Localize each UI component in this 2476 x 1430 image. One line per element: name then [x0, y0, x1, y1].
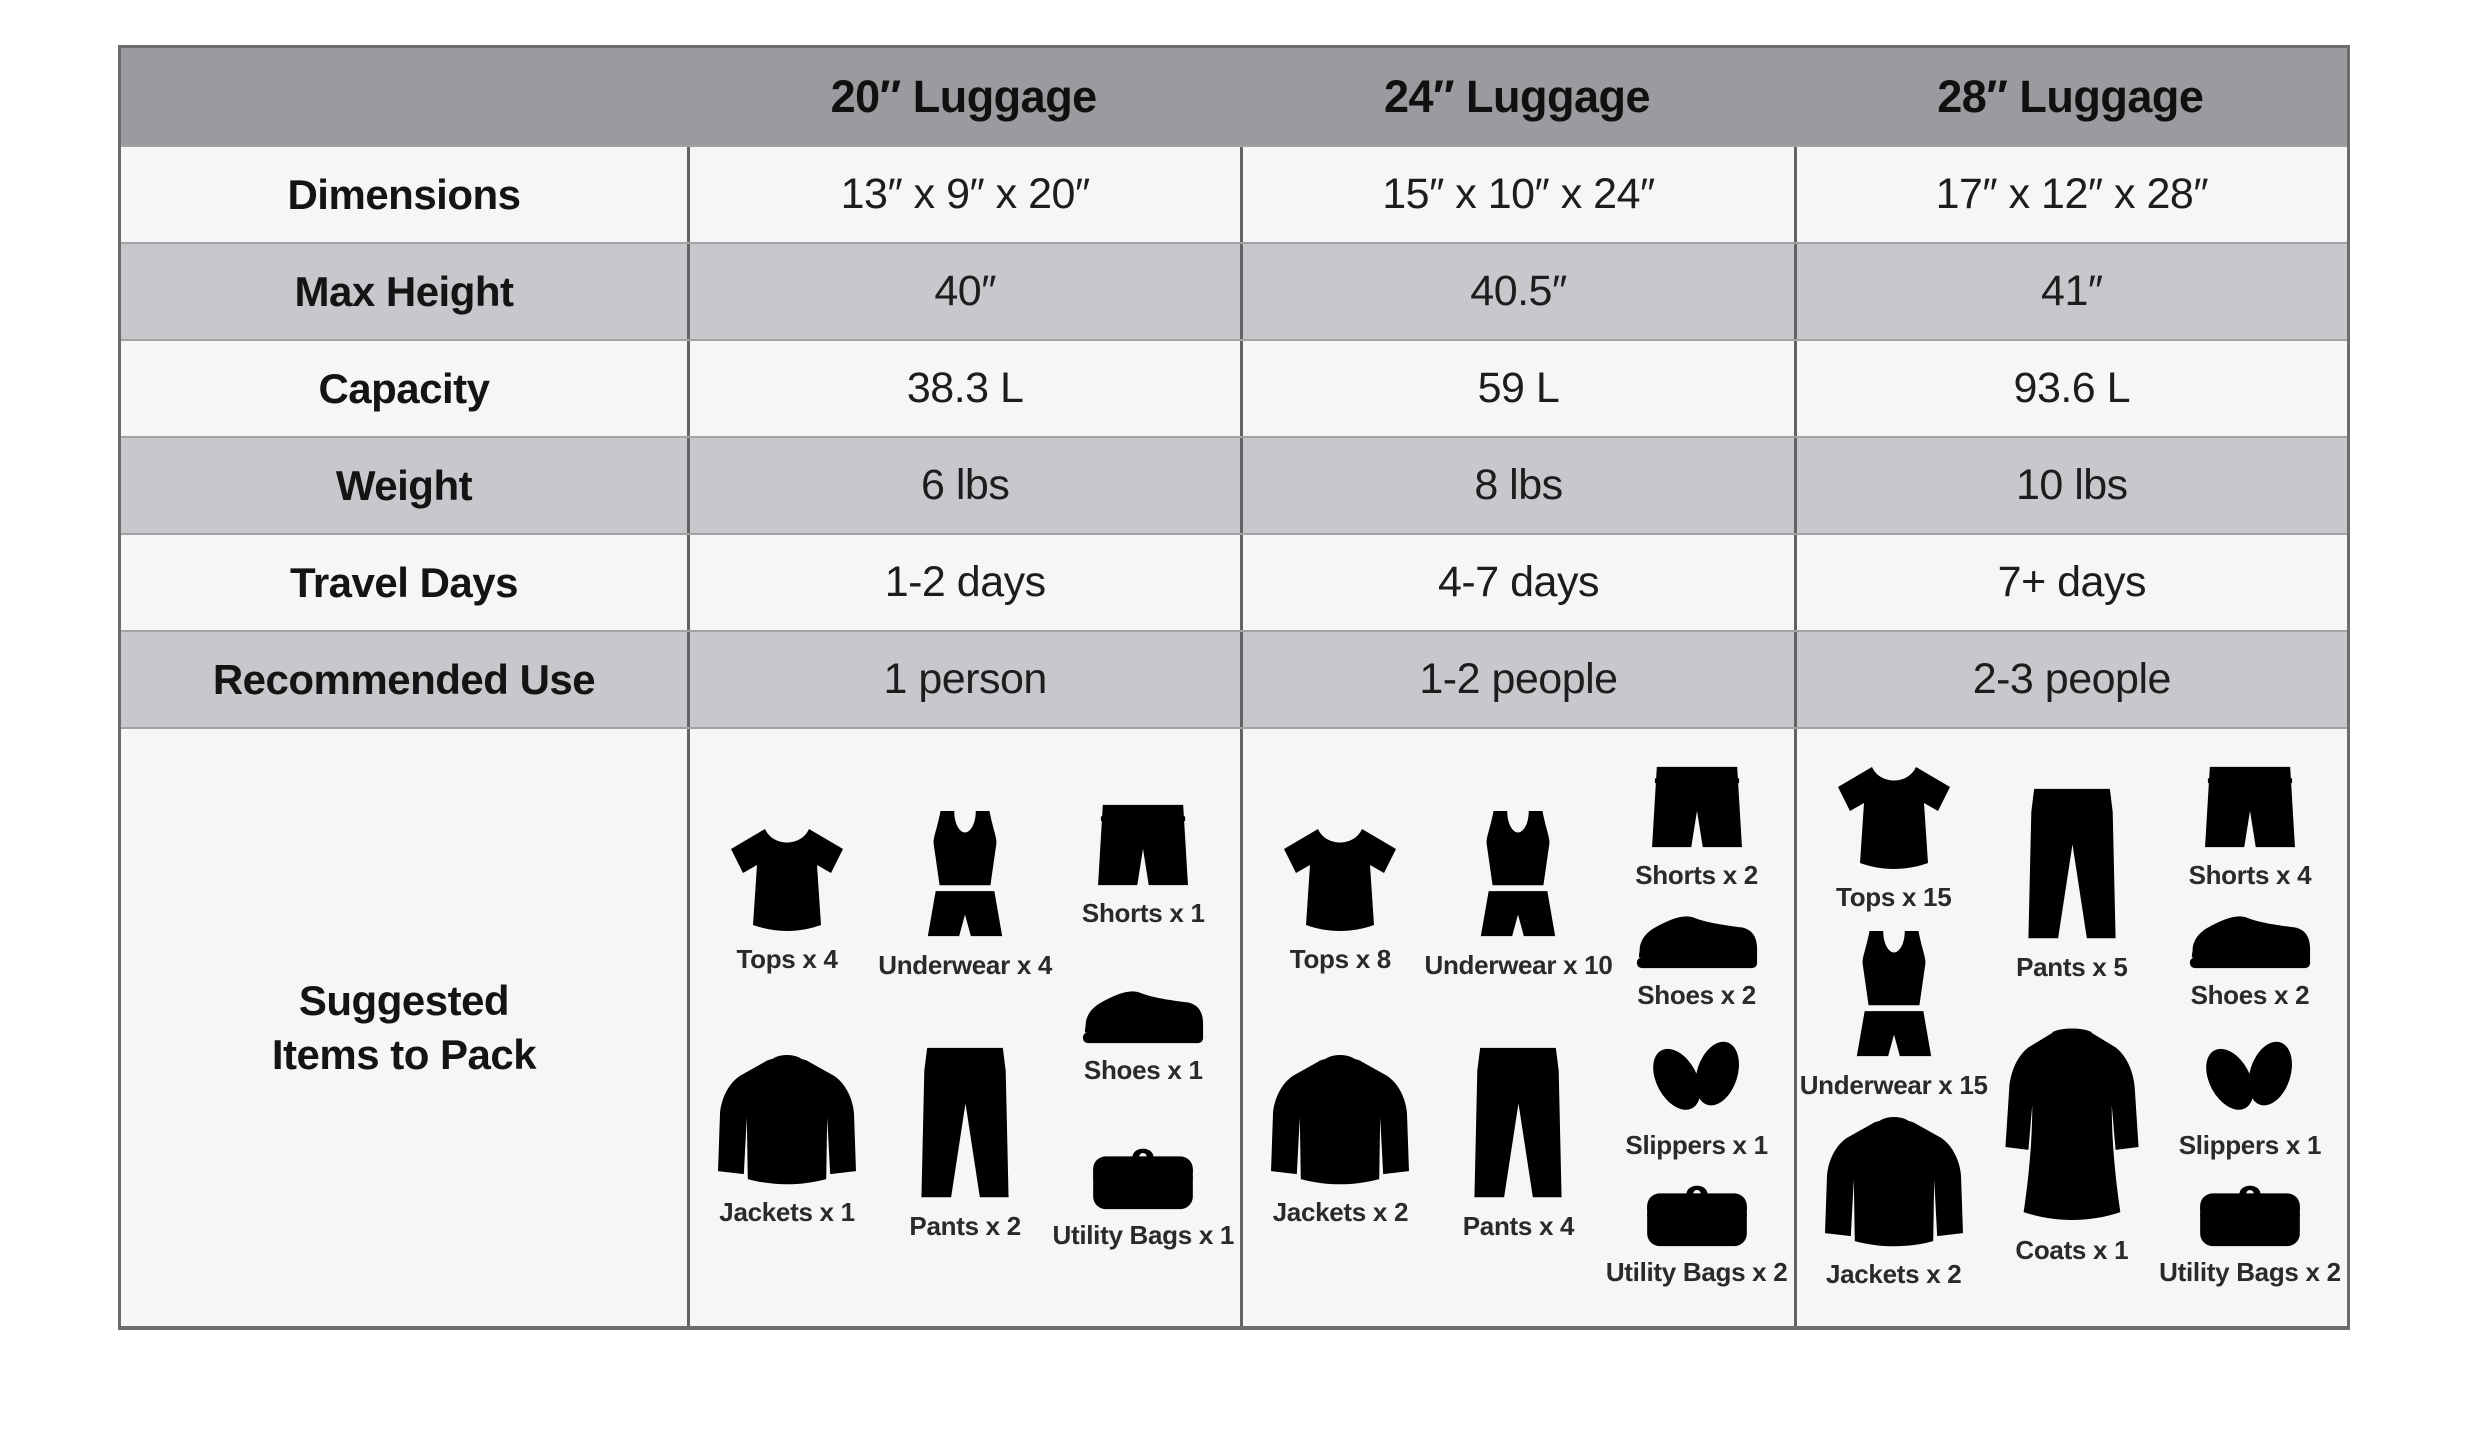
- packing-minicolumn: [1799, 743, 1988, 1308]
- value-cell: 1 person: [687, 632, 1240, 727]
- top-icon: [1831, 761, 1957, 873]
- top-icon: [724, 823, 850, 935]
- packing-item: [1052, 1142, 1234, 1251]
- row-label: Max Height: [294, 267, 514, 315]
- underwear-icon: [1839, 929, 1949, 1061]
- pants-icon: [918, 1044, 1012, 1202]
- column-header-20in: 20″ Luggage: [830, 70, 1097, 122]
- packing-item-label: Pants x 4: [1462, 1211, 1575, 1242]
- table-row-travel-days: [121, 533, 2347, 630]
- packing-item-label: Tops x 8: [1289, 944, 1391, 975]
- packing-item-label: Underwear x 4: [878, 949, 1053, 980]
- jacket-icon: [1267, 1054, 1413, 1188]
- row-label: Capacity: [318, 364, 490, 412]
- slippers-icon: [2197, 1029, 2303, 1121]
- packing-item-label: Tops x 4: [736, 944, 838, 975]
- packing-item: [1831, 761, 1957, 913]
- table-row-capacity: [121, 339, 2347, 436]
- packing-item: [1277, 823, 1403, 975]
- packing-item: [2159, 1179, 2341, 1288]
- packing-item-label: Pants x 2: [909, 1211, 1021, 1242]
- value-cell: 4-7 days: [1240, 535, 1793, 630]
- packing-item-label: Coats x 1: [2015, 1234, 2129, 1265]
- table-row-recommended-use: [121, 630, 2347, 727]
- packing-item: [1625, 1029, 1767, 1161]
- jacket-icon: [1821, 1116, 1967, 1250]
- row-label: Recommended Use: [212, 655, 596, 703]
- luggage-comparison-table: [118, 45, 2350, 1330]
- packing-item: [878, 809, 1052, 981]
- packing-column-24in: [1240, 729, 1793, 1326]
- bag-icon: [1644, 1179, 1750, 1248]
- packing-minicolumn: [1983, 743, 2161, 1308]
- packing-item: [714, 1054, 860, 1228]
- packing-item-label: Pants x 5: [2016, 952, 2128, 983]
- packing-item: [1267, 1054, 1413, 1228]
- packing-item-label: Utility Bags x 2: [1605, 1257, 1788, 1287]
- packing-item: [2187, 909, 2313, 1011]
- underwear-icon: [910, 809, 1020, 941]
- packing-item: [1080, 984, 1206, 1086]
- table-header-row: [121, 48, 2347, 145]
- top-icon: [1277, 823, 1403, 935]
- value-cell: 1-2 days: [687, 535, 1240, 630]
- packing-item: [2189, 763, 2312, 891]
- packing-item: [2016, 785, 2127, 983]
- jacket-icon: [714, 1054, 860, 1188]
- value-cell: 1-2 people: [1240, 632, 1793, 727]
- value-cell: 10 lbs: [1794, 438, 2347, 533]
- coat-icon: [1993, 1024, 2151, 1226]
- value-cell: 40.5″: [1240, 244, 1793, 339]
- packing-item-label: Shorts x 1: [1081, 897, 1205, 928]
- value-cell: 6 lbs: [687, 438, 1240, 533]
- packing-minicolumn: [1605, 743, 1788, 1308]
- packing-item-label: Tops x 15: [1836, 881, 1952, 912]
- packing-item-label: Utility Bags x 1: [1052, 1219, 1235, 1250]
- shoe-icon: [1634, 909, 1760, 971]
- packing-item: [724, 823, 850, 975]
- packing-item: [1821, 1116, 1967, 1290]
- value-cell: 40″: [687, 244, 1240, 339]
- packing-item: [1634, 909, 1760, 1011]
- packing-item: [1800, 929, 1988, 1101]
- row-label: Travel Days: [289, 558, 518, 606]
- packing-item-label: Underwear x 15: [1799, 1069, 1988, 1100]
- packing-item-label: Shorts x 2: [1635, 860, 1758, 890]
- shorts-icon: [1649, 763, 1745, 851]
- packing-item: [1993, 1024, 2151, 1266]
- value-cell: 17″ x 12″ x 28″: [1794, 147, 2347, 242]
- packing-item-label: Shoes x 2: [2190, 980, 2310, 1010]
- packing-item: [909, 1044, 1020, 1242]
- value-cell: 8 lbs: [1240, 438, 1793, 533]
- value-cell: 38.3 L: [687, 341, 1240, 436]
- packing-item-label: Shoes x 2: [1637, 980, 1756, 1010]
- packing-item-label: Jackets x 1: [719, 1196, 855, 1227]
- packing-column-28in: [1794, 729, 2347, 1326]
- packing-item-label: Slippers x 1: [2178, 1130, 2322, 1160]
- value-cell: 59 L: [1240, 341, 1793, 436]
- pants-icon: [2025, 785, 2119, 943]
- shoe-icon: [2187, 909, 2313, 971]
- packing-minicolumn: [2161, 743, 2339, 1308]
- row-label: Weight: [335, 461, 473, 509]
- packing-item: [1635, 763, 1758, 891]
- value-cell: 13″ x 9″ x 20″: [687, 147, 1240, 242]
- packing-item-label: Underwear x 10: [1424, 949, 1613, 980]
- table-row-weight: [121, 436, 2347, 533]
- packing-item-label: Jackets x 2: [1825, 1259, 1962, 1290]
- packing-item: [1424, 809, 1612, 981]
- packing-item-label: Slippers x 1: [1625, 1130, 1768, 1160]
- packing-item: [1082, 801, 1205, 929]
- table-row-suggested-items: [121, 727, 2347, 1326]
- packing-minicolumn: [1424, 743, 1613, 1308]
- slippers-icon: [1644, 1029, 1750, 1121]
- header-corner-cell: [121, 48, 687, 145]
- packing-minicolumn: [1052, 743, 1235, 1308]
- table-row-dimensions: [121, 145, 2347, 242]
- value-cell: 93.6 L: [1794, 341, 2347, 436]
- pants-icon: [1471, 1044, 1565, 1202]
- value-cell: 2-3 people: [1794, 632, 2347, 727]
- packing-item: [2179, 1029, 2321, 1161]
- packing-minicolumn: [1251, 743, 1429, 1308]
- shorts-icon: [2202, 763, 2298, 851]
- shoe-icon: [1080, 984, 1206, 1046]
- packing-item-label: Shoes x 1: [1083, 1055, 1203, 1085]
- packing-column-20in: [687, 729, 1240, 1326]
- row-label: Suggested Items to Pack: [271, 976, 537, 1078]
- bag-icon: [1090, 1142, 1196, 1211]
- bag-icon: [2197, 1179, 2303, 1248]
- value-cell: 7+ days: [1794, 535, 2347, 630]
- packing-minicolumn: [698, 743, 876, 1308]
- row-label-suggested-items: [121, 729, 687, 1326]
- packing-item-label: Utility Bags x 2: [2159, 1257, 2341, 1287]
- column-header-24in: 24″ Luggage: [1383, 70, 1651, 122]
- packing-item: [1463, 1044, 1574, 1242]
- column-header-28in: 28″ Luggage: [1937, 70, 2204, 122]
- shorts-icon: [1095, 801, 1191, 889]
- table-row-max-height: [121, 242, 2347, 339]
- value-cell: 15″ x 10″ x 24″: [1240, 147, 1793, 242]
- packing-item-label: Jackets x 2: [1272, 1196, 1409, 1227]
- packing-item-label: Shorts x 4: [2188, 860, 2312, 890]
- packing-minicolumn: [876, 743, 1054, 1308]
- row-label: Dimensions: [287, 170, 521, 218]
- packing-item: [1606, 1179, 1788, 1288]
- value-cell: 41″: [1794, 244, 2347, 339]
- underwear-icon: [1463, 809, 1573, 941]
